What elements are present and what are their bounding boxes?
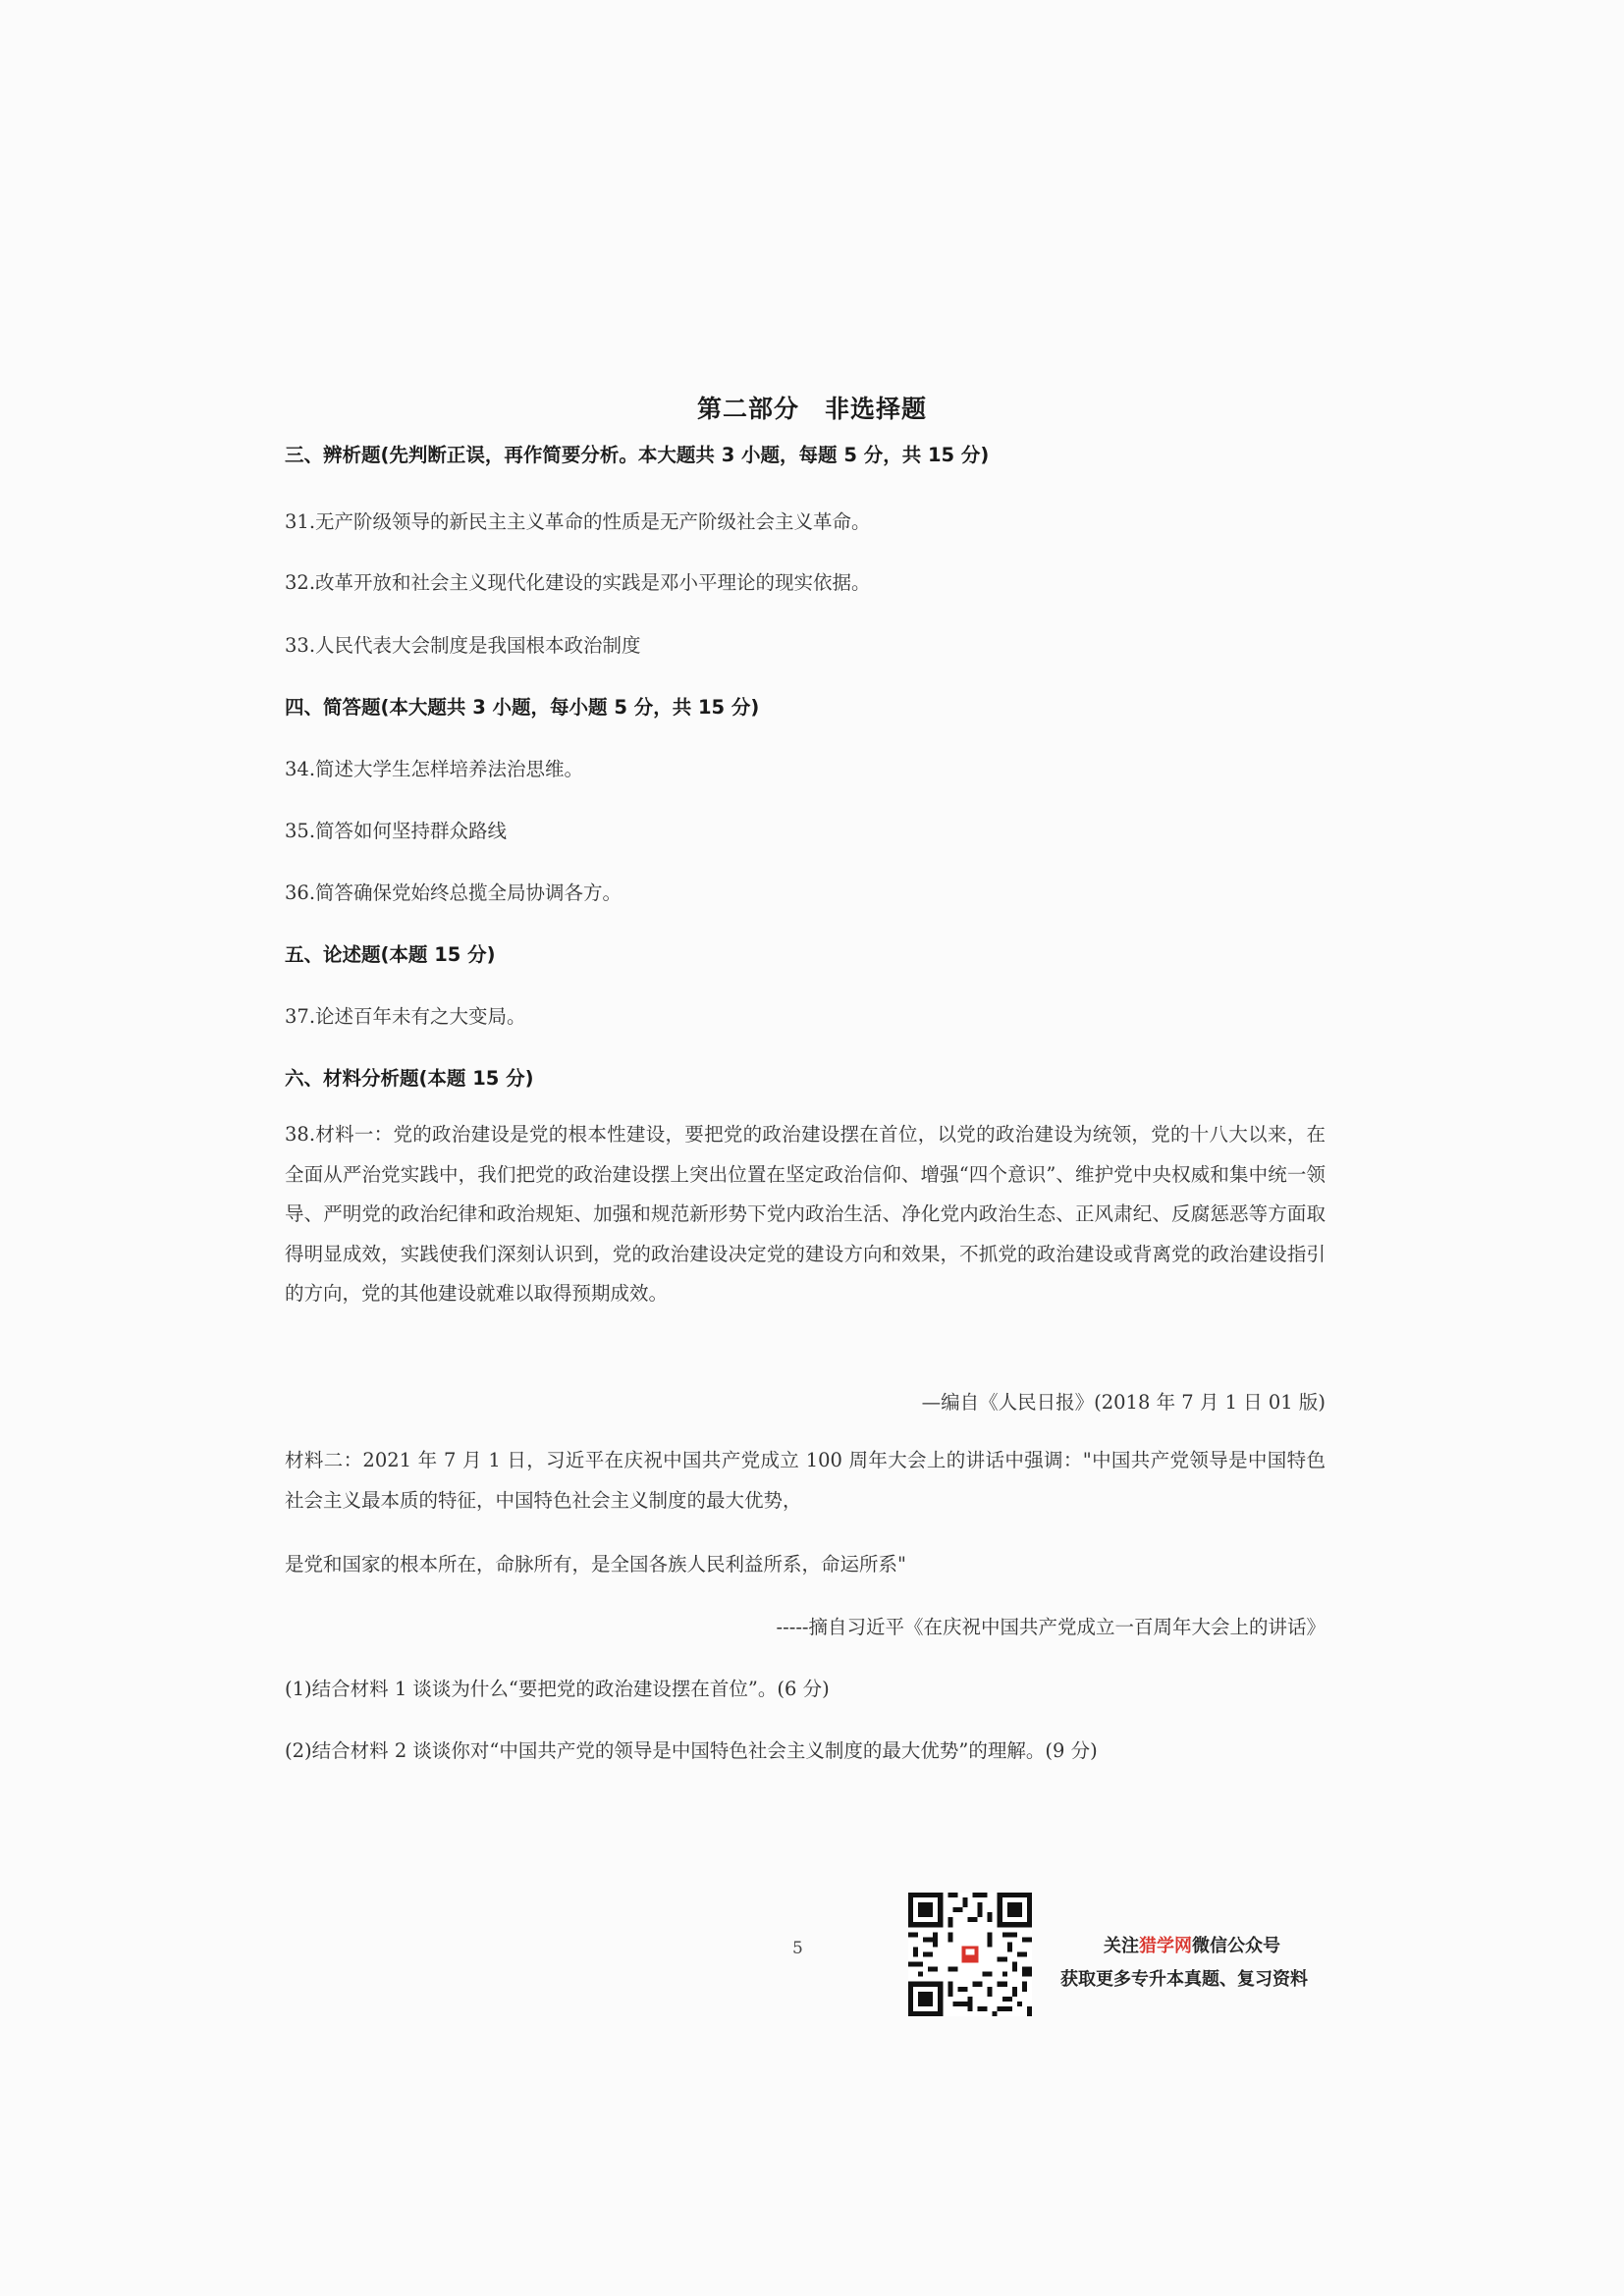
promo-line-2: 获取更多专升本真题、复习资料 [1060,1969,1308,1990]
section6-heading: 六、材料分析题(本题 15 分) [285,1067,534,1090]
material-two-source: -----摘自习近平《在庆祝中国共产党成立一百周年大会上的讲话》 [776,1616,1326,1638]
section3-heading: 三、辨析题(先判断正误，再作简要分析。本大题共 3 小题，每题 5 分，共 15 分) [285,444,990,466]
question-36: 36.简答确保党始终总揽全局协调各方。 [285,881,623,904]
material-two: 材料二：2021 年 7 月 1 日，习近平在庆祝中国共产党成立 100 周年大会上的讲话中强调："中国共产党领导是中国特色社会主义最本质的特征，中国特色社会主义制度的最大优势， [285,1449,1326,1512]
material-one: 38.材料一：党的政治建设是党的根本性建设，要把党的政治建设摆在首位，以党的政治建设为统领，党的十八大以来，在全面从严治党实践中，我们把党的政治建设摆上突出位置在坚定政治信仰、增强“四个意识”、维护党中央权威和集中统一领导、严明党的政治纪律和政治规矩、加强和规范新形势下党内政治生活、净化党内政治生态、正风肃纪、反腐惩恶等方面取得明显成效，实践使我们深刻认识到，党的政治建设决定党的建设方向和效果，不抓党的政治建设或背离党的政治建设指引的方向，党的其他建设就难以取得预期成效。 [285,1123,1326,1305]
question-33: 33.人民代表大会制度是我国根本政治制度 [285,634,641,657]
question-31: 31.无产阶级领导的新民主主义革命的性质是无产阶级社会主义革命。 [285,510,871,533]
promo-brand: 猎学网 [1139,1936,1192,1956]
section5-heading: 五、论述题(本题 15 分) [285,943,496,966]
material-two-continued: 是党和国家的根本所在，命脉所有，是全国各族人民利益所系，命运所系" [285,1553,906,1575]
page-title [0,390,1624,425]
question-34: 34.简述大学生怎样培养法治思维。 [285,758,584,780]
promo-prefix: 关注 [1104,1936,1139,1956]
title-part: 第二部分 [696,395,799,423]
material-one-source: —编自《人民日报》(2018 年 7 月 1 日 01 版) [921,1391,1326,1414]
title-name: 非选择题 [825,395,928,423]
question-37: 37.论述百年未有之大变局。 [285,1005,526,1028]
promo-block [1060,1930,1308,1997]
question-32: 32.改革开放和社会主义现代化建设的实践是邓小平理论的现实依据。 [285,571,871,594]
promo-line-1 [1060,1930,1308,1963]
section4-heading: 四、简答题(本大题共 3 小题，每小题 5 分，共 15 分) [285,696,760,719]
promo-suffix: 微信公众号 [1192,1936,1280,1956]
sub-question-2: (2)结合材料 2 谈谈你对“中国共产党的领导是中国特色社会主义制度的最大优势”的理解。(9 分) [285,1739,1098,1762]
sub-question-1: (1)结合材料 1 谈谈为什么“要把党的政治建设摆在首位”。(6 分) [285,1678,830,1700]
page-number: 5 [792,1939,803,1958]
question-35: 35.简答如何坚持群众路线 [285,820,508,842]
qr-code-icon [908,1893,1032,2016]
